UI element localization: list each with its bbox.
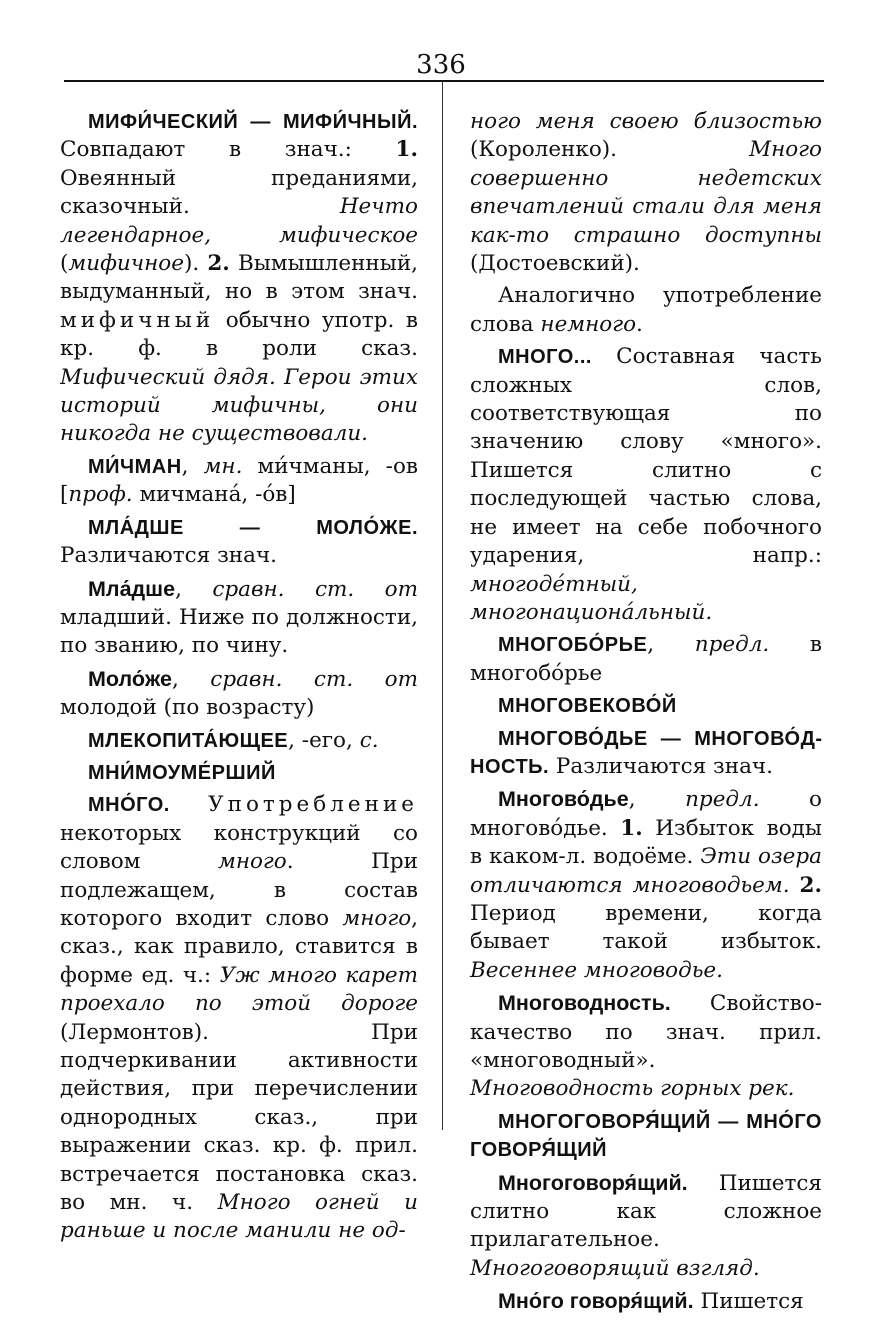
headword: МНОГОВЕКОВО́Й (498, 695, 677, 718)
sense-molozhe: Моло́же, сравн. ст. от молодой (по возрасту) (60, 666, 418, 721)
left-column (60, 108, 418, 1250)
entry-mificheskiy: МИФИ́ЧЕСКИЙ — МИФИ́ЧНЫЙ. Совпадают в знач.: 1. Овеянный преданиями, сказочный. Нечто легендарное, мифическое (мифичное). 2. Вымышленный, выдуманный, но в этом знач. мифичный обычно употр. в кр. ф. в роли сказ. Мифический дядя. Герои этих историй мифичны, они никогда не существовали. (60, 111, 419, 447)
note-nemnogo: Аналогично употребление слова немного. (470, 283, 822, 337)
subheadword: Мла́дше (88, 576, 176, 601)
subheadword: Многоводность. (498, 991, 671, 1016)
entry-mladshe: МЛА́ДШЕ — МОЛО́ЖЕ. Различаются знач. (60, 516, 418, 569)
sense-mnogovodnost: Многоводность. Свойство-качество по знач. прил. «многоводный». Многоводность горных рек. (470, 991, 822, 1102)
subheadword: Моло́же (88, 666, 172, 691)
entry-mnogo-prefix: МНОГО... Составная часть сложных слов, соответствующая по значению слову «много». Пишется слитно с последующей частью слова, не имеет на себе побочного ударения, напр.: многоде́тный, многонациона́льный. (470, 344, 822, 625)
sense-mladshe: Мла́дше, сравн. ст. от младший. Ниже по должности, по званию, по чину. (60, 576, 418, 659)
page-number: 336 (416, 50, 466, 80)
entry-mnogovekovoy (470, 692, 822, 720)
entry-mnogoborye: МНОГОБО́РЬЕ, предл. в многобо́рье (470, 632, 822, 686)
sense-mnogovodye: Многово́дье, предл. о многово́дье. 1. Избыток воды в каком-л. водоёме. Эти озера отличаются многоводьем. 2. Период времени, когда бывает такой избыток. Весеннее многоводье. (470, 787, 823, 983)
headword: МНОГОБО́РЬЕ (498, 634, 648, 657)
headword: МЛА́ДШЕ — МОЛО́ЖЕ. (88, 516, 418, 539)
headword: МИ́ЧМАН (88, 455, 182, 478)
headword: МНОГОГОВОРЯ́ЩИЙ — МНО́ГО ГОВОРЯ́ЩИЙ (470, 1110, 822, 1162)
headword: МНОГО... (498, 346, 592, 369)
sense-mnogogovoryashchiy: Многоговоря́щий. Пишется слитно как сложное прилагательное. Многоговорящий взгляд. (470, 1170, 822, 1281)
headword: МНИ́МОУМЕ́РШИЙ (88, 761, 276, 784)
headword: МЛЕКОПИТА́ЮЩЕЕ (88, 729, 289, 752)
subheadword: Мно́го говоря́щий. (498, 1289, 694, 1314)
right-column (470, 108, 822, 1321)
entry-mnogogovoryashchiy (470, 1108, 822, 1165)
entry-michman: МИ́ЧМАН, мн. ми́чманы, -ов [проф. мичмана́, -о́в] (60, 453, 418, 508)
column-divider (442, 82, 443, 1130)
sense-mnogo-govoryashchiy: Мно́го говоря́щий. Пишется (498, 1289, 804, 1315)
headword: МНО́ГО. (88, 794, 170, 817)
entry-mnogo: МНО́ГО. Употребление некоторых конструкций со словом много. При подлежащем, в состав которого входит слово много, сказ., как правило, ставится в форме ед. ч.: Уж много карет проехало по этой дороге (Лермонтов). При подчеркивании активности действия, при перечислении однородных сказ., при выражении сказ. кр. ф. прил. встречается постановка сказ. во мн. ч. Много огней и раньше и после манили не од- (60, 792, 419, 1244)
subheadword: Многово́дье (498, 787, 629, 812)
entry-mnimoumershiy (60, 759, 418, 787)
subheadword: Многоговоря́щий. (498, 1170, 688, 1195)
header-rule (64, 80, 824, 82)
entry-mnogovodye: МНОГОВО́ДЬЕ — МНОГОВО́ДНОСТЬ. Различаются знач. (470, 727, 822, 779)
entry-mnogo-continued: ного меня своею близостью (Короленко). Много совершенно недетских впечатлений стали для меня как-то страшно доступны (Достоевский). (470, 109, 822, 277)
entry-mlekopitayushchee: МЛЕКОПИТА́ЮЩЕЕ, -его, с. (88, 727, 379, 753)
headword: МНОГОВО́ДЬЕ — МНОГОВО́ДНОСТЬ. (470, 727, 822, 778)
headword: МИФИ́ЧЕСКИЙ — МИФИ́ЧНЫЙ. (88, 111, 418, 133)
